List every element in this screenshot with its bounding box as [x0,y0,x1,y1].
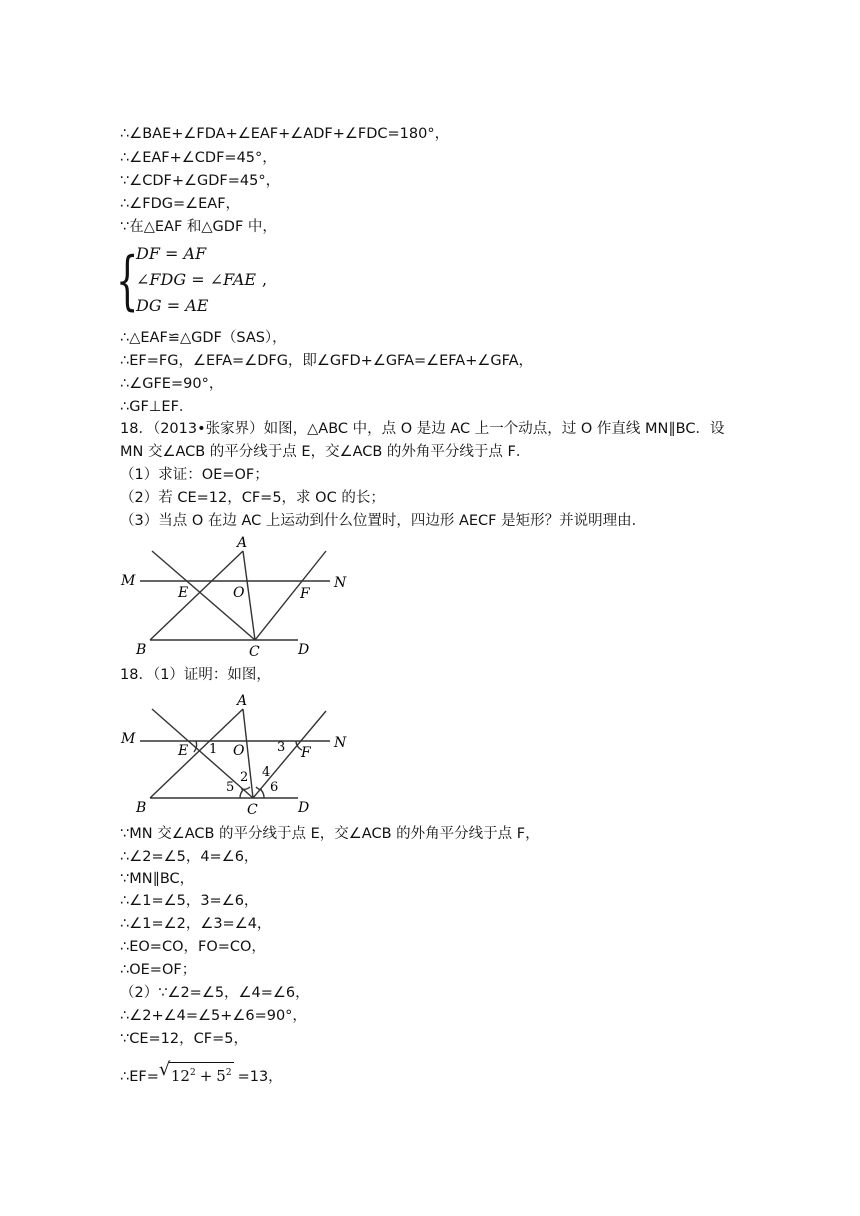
problem-part-3: （3）当点 O 在边 AC 上运动到什么位置时，四边形 AECF 是矩形？并说明理由． [120,513,647,529]
final-line [120,1059,283,1087]
solution-line-9: ∴∠2+∠4=∠5+∠6=90°， [120,1008,307,1024]
label-a-2: A [237,693,248,709]
final-prefix: ∴EF= [120,1069,159,1085]
solution-line-8: （2）∵∠2=∠5，∠4=∠6， [120,985,310,1001]
proof-line-2: ∴∠EAF+∠CDF=45°， [120,150,277,166]
angle-label-1: 1 [209,742,218,757]
label-e: E [178,585,189,601]
arc-angle-5 [240,790,243,798]
proof-line-1: ∴∠BAE+∠FDA+∠EAF+∠ADF+∠FDC=180°， [120,126,450,142]
label-f: F [300,586,310,602]
proof-line-4: ∴∠FDG=∠EAF， [120,196,241,212]
radicand-exp-2: 2 [225,1068,232,1078]
angle-label-5: 5 [226,780,235,795]
solution-line-1: ∵MN 交∠ACB 的平分线于点 E，交∠ACB 的外角平分线于点 F， [120,826,540,842]
proof-line-6: ∴△EAF≌△GDF（SAS）， [120,330,287,346]
problem-stem-2: MN 交∠ACB 的平分线于点 E，交∠ACB 的外角平分线于点 F． [120,444,531,460]
radicand [169,1062,234,1086]
proof-line-9: ∴GF⊥EF． [120,399,194,415]
radicand-exp-1: 2 [189,1068,196,1078]
proof-line-5: ∵在△EAF 和△GDF 中， [120,219,277,235]
label-m-2: M [121,731,136,747]
solution-line-2: ∴∠2=∠5，4=∠6， [120,849,259,865]
angle-label-4: 4 [262,765,271,780]
label-f-2: F [301,745,311,761]
system-row-1: DF = AF [136,244,207,263]
angle-label-3: 3 [277,740,286,755]
label-c-2: C [247,802,258,818]
label-n: N [334,575,347,591]
system-row-3: DG = AE [136,296,209,315]
solution-line-7: ∴OE=OF； [120,962,197,978]
bisector-cf-2 [253,711,326,798]
radicand-base-2: 5 [216,1067,226,1085]
solution-line-10: ∵CE=12，CF=5， [120,1031,248,1047]
system-row-2-text: ∠FDG = ∠FAE [136,270,257,289]
label-b-2: B [136,800,147,816]
sqrt-expression [158,1059,234,1087]
proof-line-7: ∴EF=FG，∠EFA=∠DFG，即∠GFD+∠GFA=∠EFA+∠GFA， [120,353,534,369]
problem-part-2: （2）若 CE=12，CF=5，求 OC 的长； [120,490,385,506]
label-d: D [298,642,310,658]
angle-label-6: 6 [270,780,279,795]
label-o-2: O [233,743,245,759]
solution-line-6: ∴EO=CO，FO=CO， [120,939,266,955]
label-e-2: E [178,743,189,759]
solution-intro: 18．（1）证明：如图， [120,667,271,683]
label-o: O [233,585,245,601]
radicand-plus: + [199,1067,213,1085]
system-comma: , [262,270,268,289]
radicand-base-1: 12 [170,1067,190,1085]
problem-stem-1: 18．（2013•张家界）如图，△ABC 中，点 O 是边 AC 上一个动点，过 O 作直线 MN∥BC．设 [120,421,725,437]
label-a: A [237,535,248,551]
brace-symbol: { [116,244,139,318]
solution-line-5: ∴∠1=∠2，∠3=∠4， [120,916,272,932]
label-d-2: D [298,800,310,816]
proof-line-8: ∴∠GFE=90°， [120,376,224,392]
label-m: M [121,573,136,589]
angle-label-2: 2 [240,770,249,785]
problem-part-1: （1）求证：OE=OF； [120,467,269,483]
label-b: B [136,642,147,658]
label-n-2: N [334,735,347,751]
label-c: C [249,644,260,660]
final-suffix: =13， [237,1069,283,1085]
arc-angle-6 [261,790,264,798]
proof-line-3: ∵∠CDF+∠GDF=45°， [120,173,281,189]
sqrt-radical-icon: √ [158,1059,171,1080]
solution-line-3: ∵MN∥BC， [120,871,195,887]
solution-line-4: ∴∠1=∠5，3=∠6， [120,893,259,909]
